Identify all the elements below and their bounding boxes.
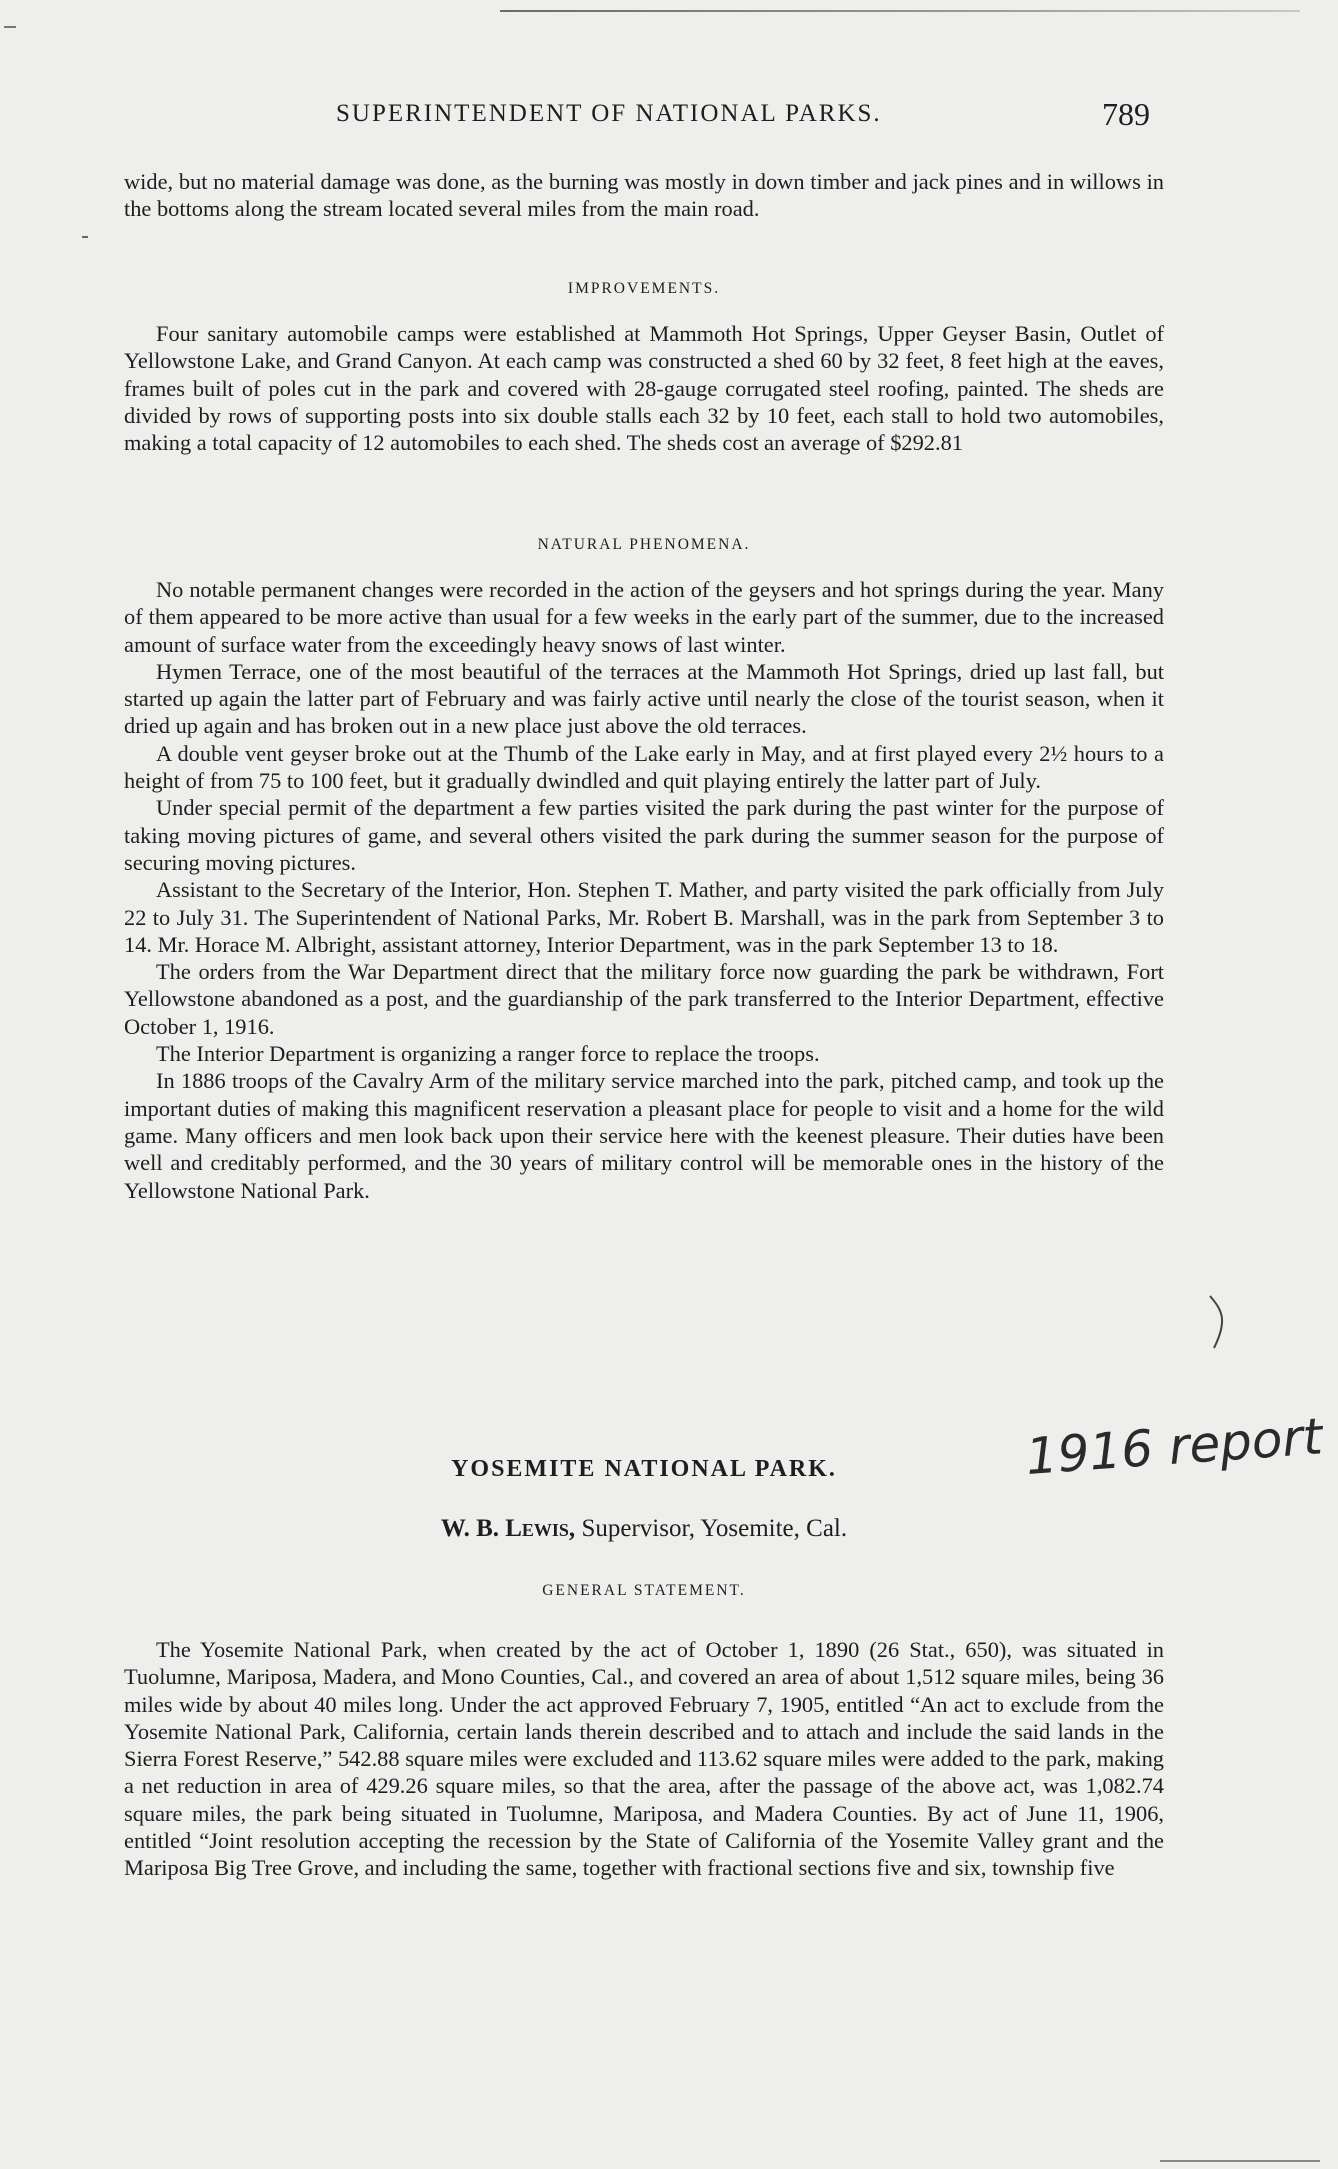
corner-mark (4, 26, 16, 28)
margin-bracket-mark (1206, 1294, 1232, 1350)
paragraph: The orders from the War Department direct that the military force now guarding the park be withdrawn, Fort Yellowstone abandoned as a post, and the guardianship of the park transferred to the Interior Department, effective October 1, 1916. (124, 959, 1164, 1039)
paragraph: A double vent geyser broke out at the Thumb of the Lake early in May, and at first played every 2½ hours to a height of from 75 to 100 feet, but it gradually dwindled and quit playing entirely the latter part of July. (124, 740, 1164, 794)
top-edge-rule (500, 10, 1300, 12)
page-number: 789 (1102, 96, 1150, 132)
paragraph: Hymen Terrace, one of the most beautiful of the terraces at the Mammoth Hot Springs, dried up last fall, but started up again the latter part of February and was fairly active until nearly the close of the tourist season, when it dried up again and has broken out in a new place just above the old terraces. (124, 658, 1164, 739)
yosemite-title: YOSEMITE NATIONAL PARK. (451, 1456, 837, 1482)
running-title: SUPERINTENDENT OF NATIONAL PARKS. (336, 100, 882, 127)
margin-mark (82, 236, 88, 238)
paragraph: Four sanitary automobile camps were established at Mammoth Hot Springs, Upper Geyser Basin, Outlet of Yellowstone Lake, and Grand Canyon. At each camp was constructed a shed 60 by 32 feet, 8 feet high at the eaves, frames built of poles cut in the park and covered with 28-gauge corrugated steel roofing, painted. The sheds are divided by rows of supporting posts into six double stalls each 32 by 10 feet, each stall to hold two automobiles, making a total capacity of 12 automobiles to each shed. The sheds cost an average of $292.81 (124, 321, 1164, 456)
byline (124, 1515, 1164, 1543)
improvements-heading: IMPROVEMENTS. (567, 280, 721, 297)
paragraph: No notable permanent changes were recorded in the action of the geysers and hot springs during the year. Many of them appeared to be more active than usual for a few weeks in the early part of the summer, due to the increased amount of surface water from the exceedingly heavy snows of last winter. (124, 577, 1164, 657)
paragraph: In 1886 troops of the Cavalry Arm of the military service marched into the park, pitched camp, and took up the important duties of making this magnificent reservation a pleasant place for people to visit and a home for the wild game. Many officers and men look back upon their service here with the keenest pleasure. Their duties have been well and creditably performed, and the 30 years of military control will be memorable ones in the history of the Yellowstone National Park. (124, 1068, 1164, 1203)
intro-section (124, 168, 1164, 223)
paragraph: Assistant to the Secretary of the Interior, Hon. Stephen T. Mather, and party visited the park officially from July 22 to July 31. The Superintendent of National Parks, Mr. Robert B. Marshall, was in the park from September 3 to 14. Mr. Horace M. Albright, assistant attorney, Interior Department, was in the park September 13 to 18. (124, 877, 1164, 957)
natural-phenomena-heading: NATURAL PHENOMENA. (537, 536, 751, 553)
byline-role: Supervisor, Yosemite, Cal. (575, 1515, 848, 1542)
improvements-section (124, 320, 1164, 456)
handwritten-note: 1916 report (1023, 1407, 1325, 1486)
paragraph: The Yosemite National Park, when created by the act of October 1, 1890 (26 Stat., 650), was situated in Tuolumne, Mariposa, Madera, and Mono Counties, Cal., and covered an area of about 1,512 square miles, being 36 miles wide by about 40 miles long. Under the act approved February 7, 1905, entitled “An act to exclude from the Yosemite National Park, California, certain lands therein described and to attach and include the said lands in the Sierra Forest Reserve,” 542.88 square miles were excluded and 113.62 square miles were added to the park, making a net reduction in area of 429.26 square miles, so that the area, after the passage of the above act, was 1,082.74 square miles, the park being situated in Tuolumne, Mariposa, and Madera Counties. By act of June 11, 1906, entitled “Joint resolution accepting the recession by the State of California of the Yosemite Valley grant and the Mariposa Big Tree Grove, and including the same, together with fractional sections five and six, township five (124, 1637, 1164, 1881)
paragraph: The Interior Department is organizing a ranger force to replace the troops. (156, 1041, 820, 1067)
natural-phenomena-section (124, 576, 1164, 1204)
paragraph: wide, but no material damage was done, as the burning was mostly in down timber and jack pines and in willows in the bottoms along the stream located several miles from the main road. (124, 169, 1164, 222)
running-head (140, 96, 1150, 136)
general-statement-section (124, 1636, 1164, 1882)
byline-name: W. B. Lewis, (440, 1515, 576, 1542)
paragraph: Under special permit of the department a few parties visited the park during the past winter for the purpose of taking moving pictures of game, and several others visited the park during the summer season for the purpose of securing moving pictures. (124, 795, 1164, 875)
bottom-edge-rule (1160, 2160, 1320, 2162)
general-statement-heading: GENERAL STATEMENT. (542, 1582, 746, 1599)
